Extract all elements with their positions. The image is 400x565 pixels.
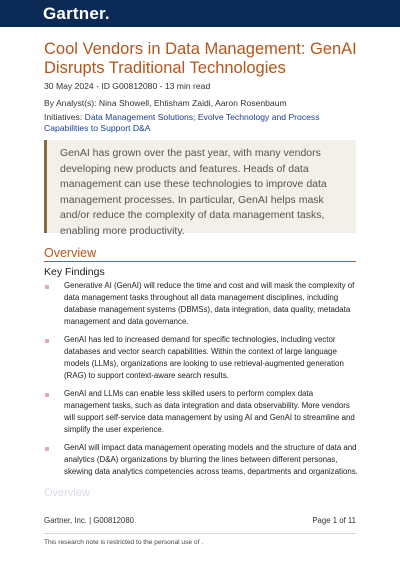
analysts-line: By Analyst(s): Nina Showell, Ehtisham Zaidi, Aaron Rosenbaum [44,98,287,108]
finding-item: GenAI and LLMs can enable less skilled users to perform complex data management tasks, such as data integration and data observability. More vendors will support self-service data management by using AI and GenAI to streamline and simplify the user experience. [64,389,355,434]
overview-divider [44,261,356,262]
footer-page-number: Page 1 of 11 [312,516,356,525]
top-banner [0,0,400,27]
square-bullet-icon [45,285,49,289]
gartner-logo: Gartner. [43,4,110,23]
document-meta: 30 May 2024 - ID G00812080 - 13 min read [44,81,211,91]
document-title: Cool Vendors in Data Management: GenAI Disrupts Traditional Technologies [44,40,357,77]
footer-doc-id: Gartner, Inc. | G00812080 [44,516,135,525]
callout-accent-bar [44,140,47,233]
finding-item: GenAI will impact data management operating models and the structure of data and analytics (D&A) organizations by blurring the lines between different personas, skewing data analytics competencies across teams, departments and organizations. [64,443,358,476]
square-bullet-icon [45,393,49,397]
finding-item: GenAI has led to increased demand for specific technologies, including vector databases and vector search capabilities. Within the context of large language models (LLMs), organizations are looking to use retrieval-augmented generation (RAG) to support context-aware search results. [64,335,344,380]
footer-divider [44,533,356,534]
initiatives-label: Initiatives: [44,112,85,122]
overview-heading: Overview [44,246,97,260]
key-findings-heading: Key Findings [44,266,105,278]
initiatives-links[interactable]: Data Management Solutions; Evolve Technology and Process Capabilities to Support D&A [44,112,320,133]
finding-item: Generative AI (GenAI) will reduce the time and cost and will mask the complexity of data management tasks throughout all data management disciplines, including database management systems (DBMSs), data integration, data quality, metadata management and data governance. [64,281,355,326]
initiatives-line [44,112,364,134]
square-bullet-icon [45,447,49,451]
square-bullet-icon [45,339,49,343]
restriction-notice: This research note is restricted to the personal use of . [44,539,204,546]
summary-callout [44,140,356,237]
callout-text: GenAI has grown over the past year, with many vendors developing new products and features. Heads of data management can use these technologies to improve data management processes. In particular, GenAI helps mask and/or reduce the complexity of data management tasks, enabling more productivity. [60,147,327,237]
ghost-overview-heading: Overview [44,487,90,499]
